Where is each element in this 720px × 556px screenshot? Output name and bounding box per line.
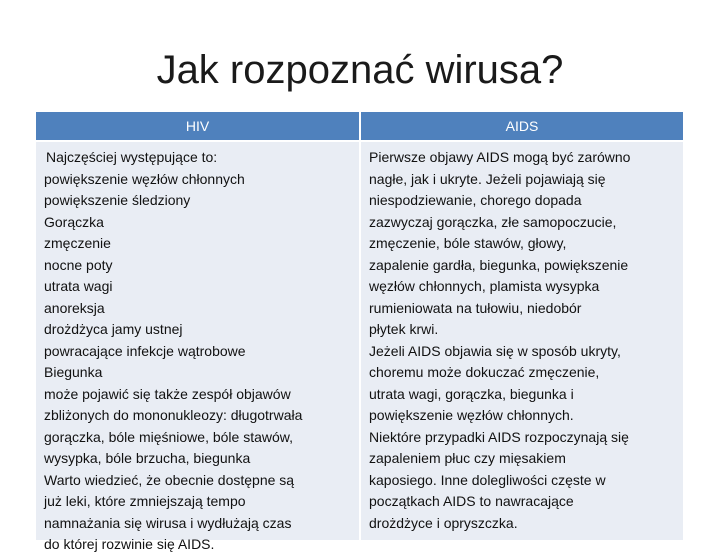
cell-aids [361, 142, 683, 540]
header-hiv: HIV [36, 112, 359, 142]
text-line: płytek krwi. [369, 321, 439, 337]
text-line: powracające infekcje wątrobowe [44, 342, 246, 359]
text-line: zazwyczaj gorączka, złe samopoczucie, [369, 213, 617, 230]
text-line: choremu może dokuczać zmęczenie, [369, 364, 600, 380]
text-line: powiększenie węzłów chłonnych. [369, 407, 574, 423]
text-line: Gorączka [44, 213, 104, 230]
comparison-table [36, 112, 683, 552]
text-line: utrata wagi, gorączka, biegunka i [369, 385, 574, 402]
text-line: do której rozwinie się AIDS. [44, 536, 215, 552]
aids-symptoms-list [361, 142, 683, 534]
text-line: węzłów chłonnych, plamista wysypka [369, 278, 600, 294]
text-line: niespodziewanie, chorego dopada [369, 192, 582, 208]
slide-title: Jak rozpoznać wirusa? [156, 48, 564, 92]
text-line: drożdżyca jamy ustnej [44, 321, 183, 337]
text-line: rumieniowata na tułowiu, niedobór [369, 299, 582, 316]
header-aids: AIDS [361, 112, 683, 142]
text-line: nagłe, jak i ukryte. Jeżeli pojawiają się [369, 170, 606, 187]
text-line: zapaleniem płuc czy mięsakiem [369, 450, 566, 466]
text-line: zmęczenie [44, 235, 111, 251]
text-line: Biegunka [44, 364, 103, 380]
text-line: wysypka, bóle brzucha, biegunka [44, 450, 251, 466]
cell-hiv [36, 142, 359, 552]
text-line: drożdżyce i opryszczka. [369, 514, 518, 531]
text-line: Niektóre przypadki AIDS rozpoczynają się [369, 428, 629, 445]
text-line: Najczęściej występujące to: [46, 149, 218, 165]
text-line: początkach AIDS to nawracające [369, 493, 574, 509]
text-line: powiększenie śledziony [44, 192, 191, 208]
text-line: anoreksja [44, 299, 105, 316]
text-line: Jeżeli AIDS objawia się w sposób ukryty, [369, 342, 621, 359]
text-line: zmęczenie, bóle stawów, głowy, [369, 235, 567, 251]
text-line: powiększenie węzłów chłonnych [44, 170, 245, 187]
text-line: utrata wagi [44, 278, 113, 294]
text-line: kaposiego. Inne dolegliwości częste w [369, 471, 606, 488]
text-line: nocne poty [44, 256, 113, 273]
hiv-symptoms-list [36, 142, 359, 556]
column-divider [359, 112, 361, 540]
text-line: zbliżonych do mononukleozy: długotrwała [44, 407, 303, 423]
text-line: gorączka, bóle mięśniowe, bóle stawów, [44, 428, 294, 445]
text-line: zapalenie gardła, biegunka, powiększenie [369, 256, 629, 273]
text-line: Warto wiedzieć, że obecnie dostępne są [44, 471, 295, 488]
text-line: namnażania się wirusa i wydłużają czas [44, 514, 292, 531]
text-line: Pierwsze objawy AIDS mogą być zarówno [369, 149, 631, 165]
text-line: może pojawić się także zespół objawów [44, 385, 291, 402]
text-line: już leki, które zmniejszają tempo [44, 493, 246, 509]
